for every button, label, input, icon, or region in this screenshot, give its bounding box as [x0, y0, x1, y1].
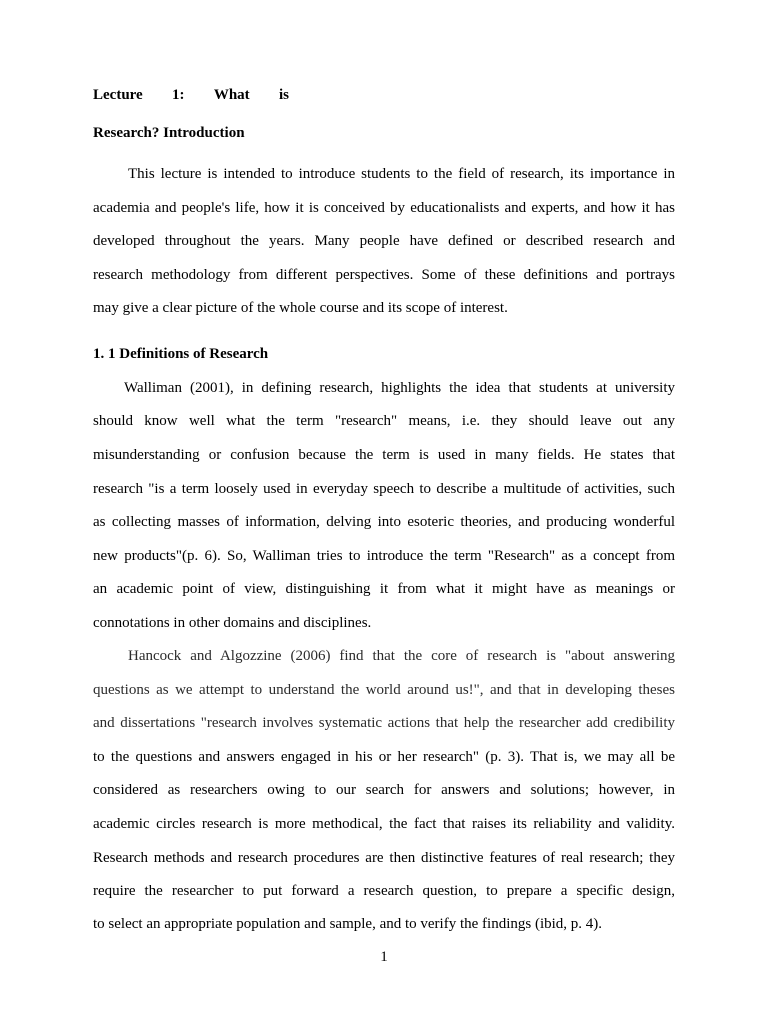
lecture-title-line-1 [93, 86, 675, 104]
title-word: 1: [172, 87, 185, 103]
title-word: is [278, 87, 289, 103]
para2-line: questions as we attempt to understand the world around us!", and that in developing theses [93, 682, 675, 698]
intro-line: may give a clear picture of the whole course and its scope of interest. [93, 300, 508, 316]
para1-line: connotations in other domains and disciplines. [93, 615, 372, 631]
lecture-title-line-2: Research? Introduction [93, 125, 245, 141]
title-word: Lecture [93, 87, 143, 103]
intro-line: academia and people's life, how it is conceived by educationalists and experts, and how it has [93, 200, 675, 216]
para2-line: to select an appropriate population and sample, and to verify the findings (ibid, p. 4). [93, 916, 603, 932]
para1-line: misunderstanding or confusion because the term is used in many fields. He states that [93, 447, 675, 463]
section-heading: 1. 1 Definitions of Research [93, 346, 269, 362]
para2-line: require the researcher to put forward a research question, to prepare a specific design, [93, 883, 675, 899]
intro-line: research methodology from different perspectives. Some of these definitions and portrays [93, 267, 675, 283]
intro-line: This lecture is intended to introduce students to the field of research, its importance in [128, 166, 675, 182]
para2-line: academic circles research is more methodical, the fact that raises its reliability and validity. [93, 816, 675, 832]
para1-line: as collecting masses of information, delving into esoteric theories, and producing wonderful [93, 514, 675, 530]
para2-line: considered as researchers owing to our search for answers and solutions; however, in [93, 782, 675, 798]
para2-line: Hancock and Algozzine (2006) find that the core of research is "about answering [128, 648, 675, 664]
title-word: What [213, 87, 250, 103]
para2-line: to the questions and answers engaged in his or her research" (p. 3). That is, we may all be [93, 749, 675, 765]
para1-line: an academic point of view, distinguishing it from what it might have as meanings or [93, 581, 675, 597]
para1-line: new products"(p. 6). So, Walliman tries to introduce the term "Research" as a concept from [93, 548, 675, 564]
para1-line: research "is a term loosely used in everyday speech to describe a multitude of activities, such [93, 481, 675, 497]
page-number: 1 [380, 949, 388, 965]
para1-line: should know well what the term "research" means, i.e. they should leave out any [93, 413, 675, 429]
para1-line: Walliman (2001), in defining research, highlights the idea that students at university [124, 380, 675, 396]
para2-line: and dissertations "research involves systematic actions that help the researcher add credibility [93, 715, 675, 731]
para2-line: Research methods and research procedures are then distinctive features of real research; they [93, 850, 675, 866]
intro-line: developed throughout the years. Many people have defined or described research and [93, 233, 675, 249]
